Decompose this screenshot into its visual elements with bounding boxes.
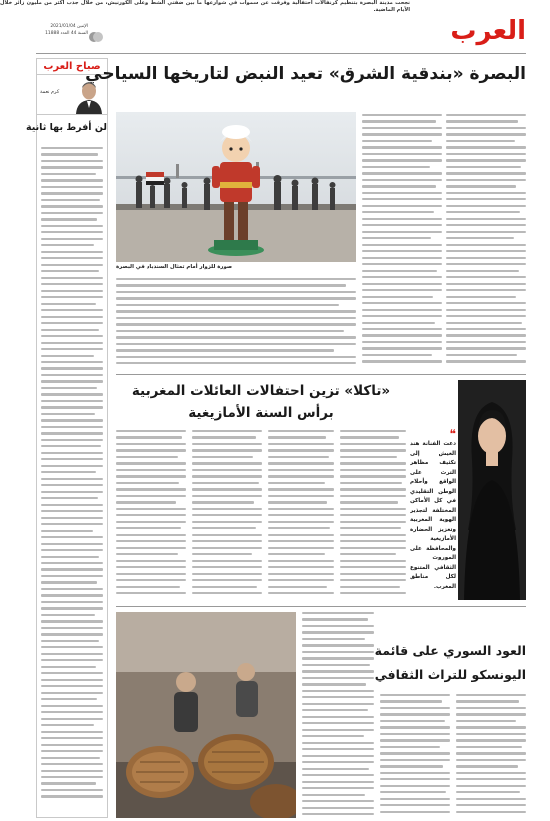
issue-line: السنة 44 العدد 11888 bbox=[45, 31, 88, 36]
second-story-portrait bbox=[458, 380, 526, 600]
second-body-column-3 bbox=[192, 430, 262, 600]
third-body-column-3 bbox=[302, 612, 374, 818]
sidebar-article-body bbox=[41, 147, 103, 815]
lead-body-column-mid bbox=[362, 114, 442, 370]
third-body-column-2 bbox=[380, 694, 450, 818]
quote-mark-icon: ❝ bbox=[449, 427, 456, 441]
masthead-logo bbox=[438, 16, 526, 50]
logo-text: العرب bbox=[450, 16, 526, 46]
quote-box bbox=[410, 428, 456, 600]
newspaper-emblem bbox=[89, 28, 103, 40]
lead-photo bbox=[116, 112, 356, 262]
quote-text: دعت الفنانة هند العيش إلى تكثيف مظاهر الترث على الواقع وأحلام الوطن التقليدي في كل الأماكن المختلفة لتجذير الهوية المغربية وتعزيز الحضارة الأمازيغية والمحافظة على الموروث الثقافي المتنوع لكل مناطق المغرب. bbox=[410, 441, 456, 590]
second-body-column-1 bbox=[340, 430, 406, 600]
lead-bottom-rule bbox=[116, 374, 526, 375]
lead-headline: البصرة «بندقية الشرق» تعيد النبض لتاريخها السياحي bbox=[85, 64, 526, 84]
lead-intro: نجحت مدينة البصرة بتنظيم كرنفالات احتفالية وفرقت عن سموات في شوارعها ما بين ضفتي الشط وعلى الكورنيش، من خلال جذب أكثر من مليون زائر خلال الأيام الماضية. bbox=[0, 0, 410, 13]
lead-photo-caption: صورة للزوار أمام تمثال السندباد في البصرة bbox=[116, 264, 233, 270]
third-headline-line2: اليونسكو للتراث الثقافي bbox=[374, 667, 526, 682]
masthead-dateline bbox=[36, 24, 88, 46]
second-bottom-rule bbox=[116, 606, 526, 607]
masthead bbox=[0, 0, 550, 52]
second-headline-line1: «تاكلا» تزين احتفالات العائلات المغربية bbox=[131, 383, 391, 399]
second-headline-line2: برأس السنة الأمازيغية bbox=[188, 405, 334, 421]
lead-body-column-right bbox=[446, 114, 526, 370]
second-body-column-2 bbox=[268, 430, 334, 600]
lead-body-column-left bbox=[116, 278, 356, 370]
masthead-rule bbox=[36, 53, 526, 54]
sidebar-column-title: صباح العرب bbox=[37, 59, 107, 75]
sidebar-column bbox=[25, 58, 108, 818]
third-story-photo bbox=[116, 612, 296, 818]
date-line: الإثنين 2021/01/04 bbox=[50, 24, 88, 29]
second-body-column-4 bbox=[116, 430, 186, 600]
third-headline-line1: العود السوري على قائمة bbox=[374, 643, 526, 658]
author-name: كرم نعمة bbox=[40, 89, 60, 95]
third-body-column-1 bbox=[456, 694, 526, 818]
sidebar-article-title: لن أفرط بها ثانية bbox=[25, 122, 107, 133]
